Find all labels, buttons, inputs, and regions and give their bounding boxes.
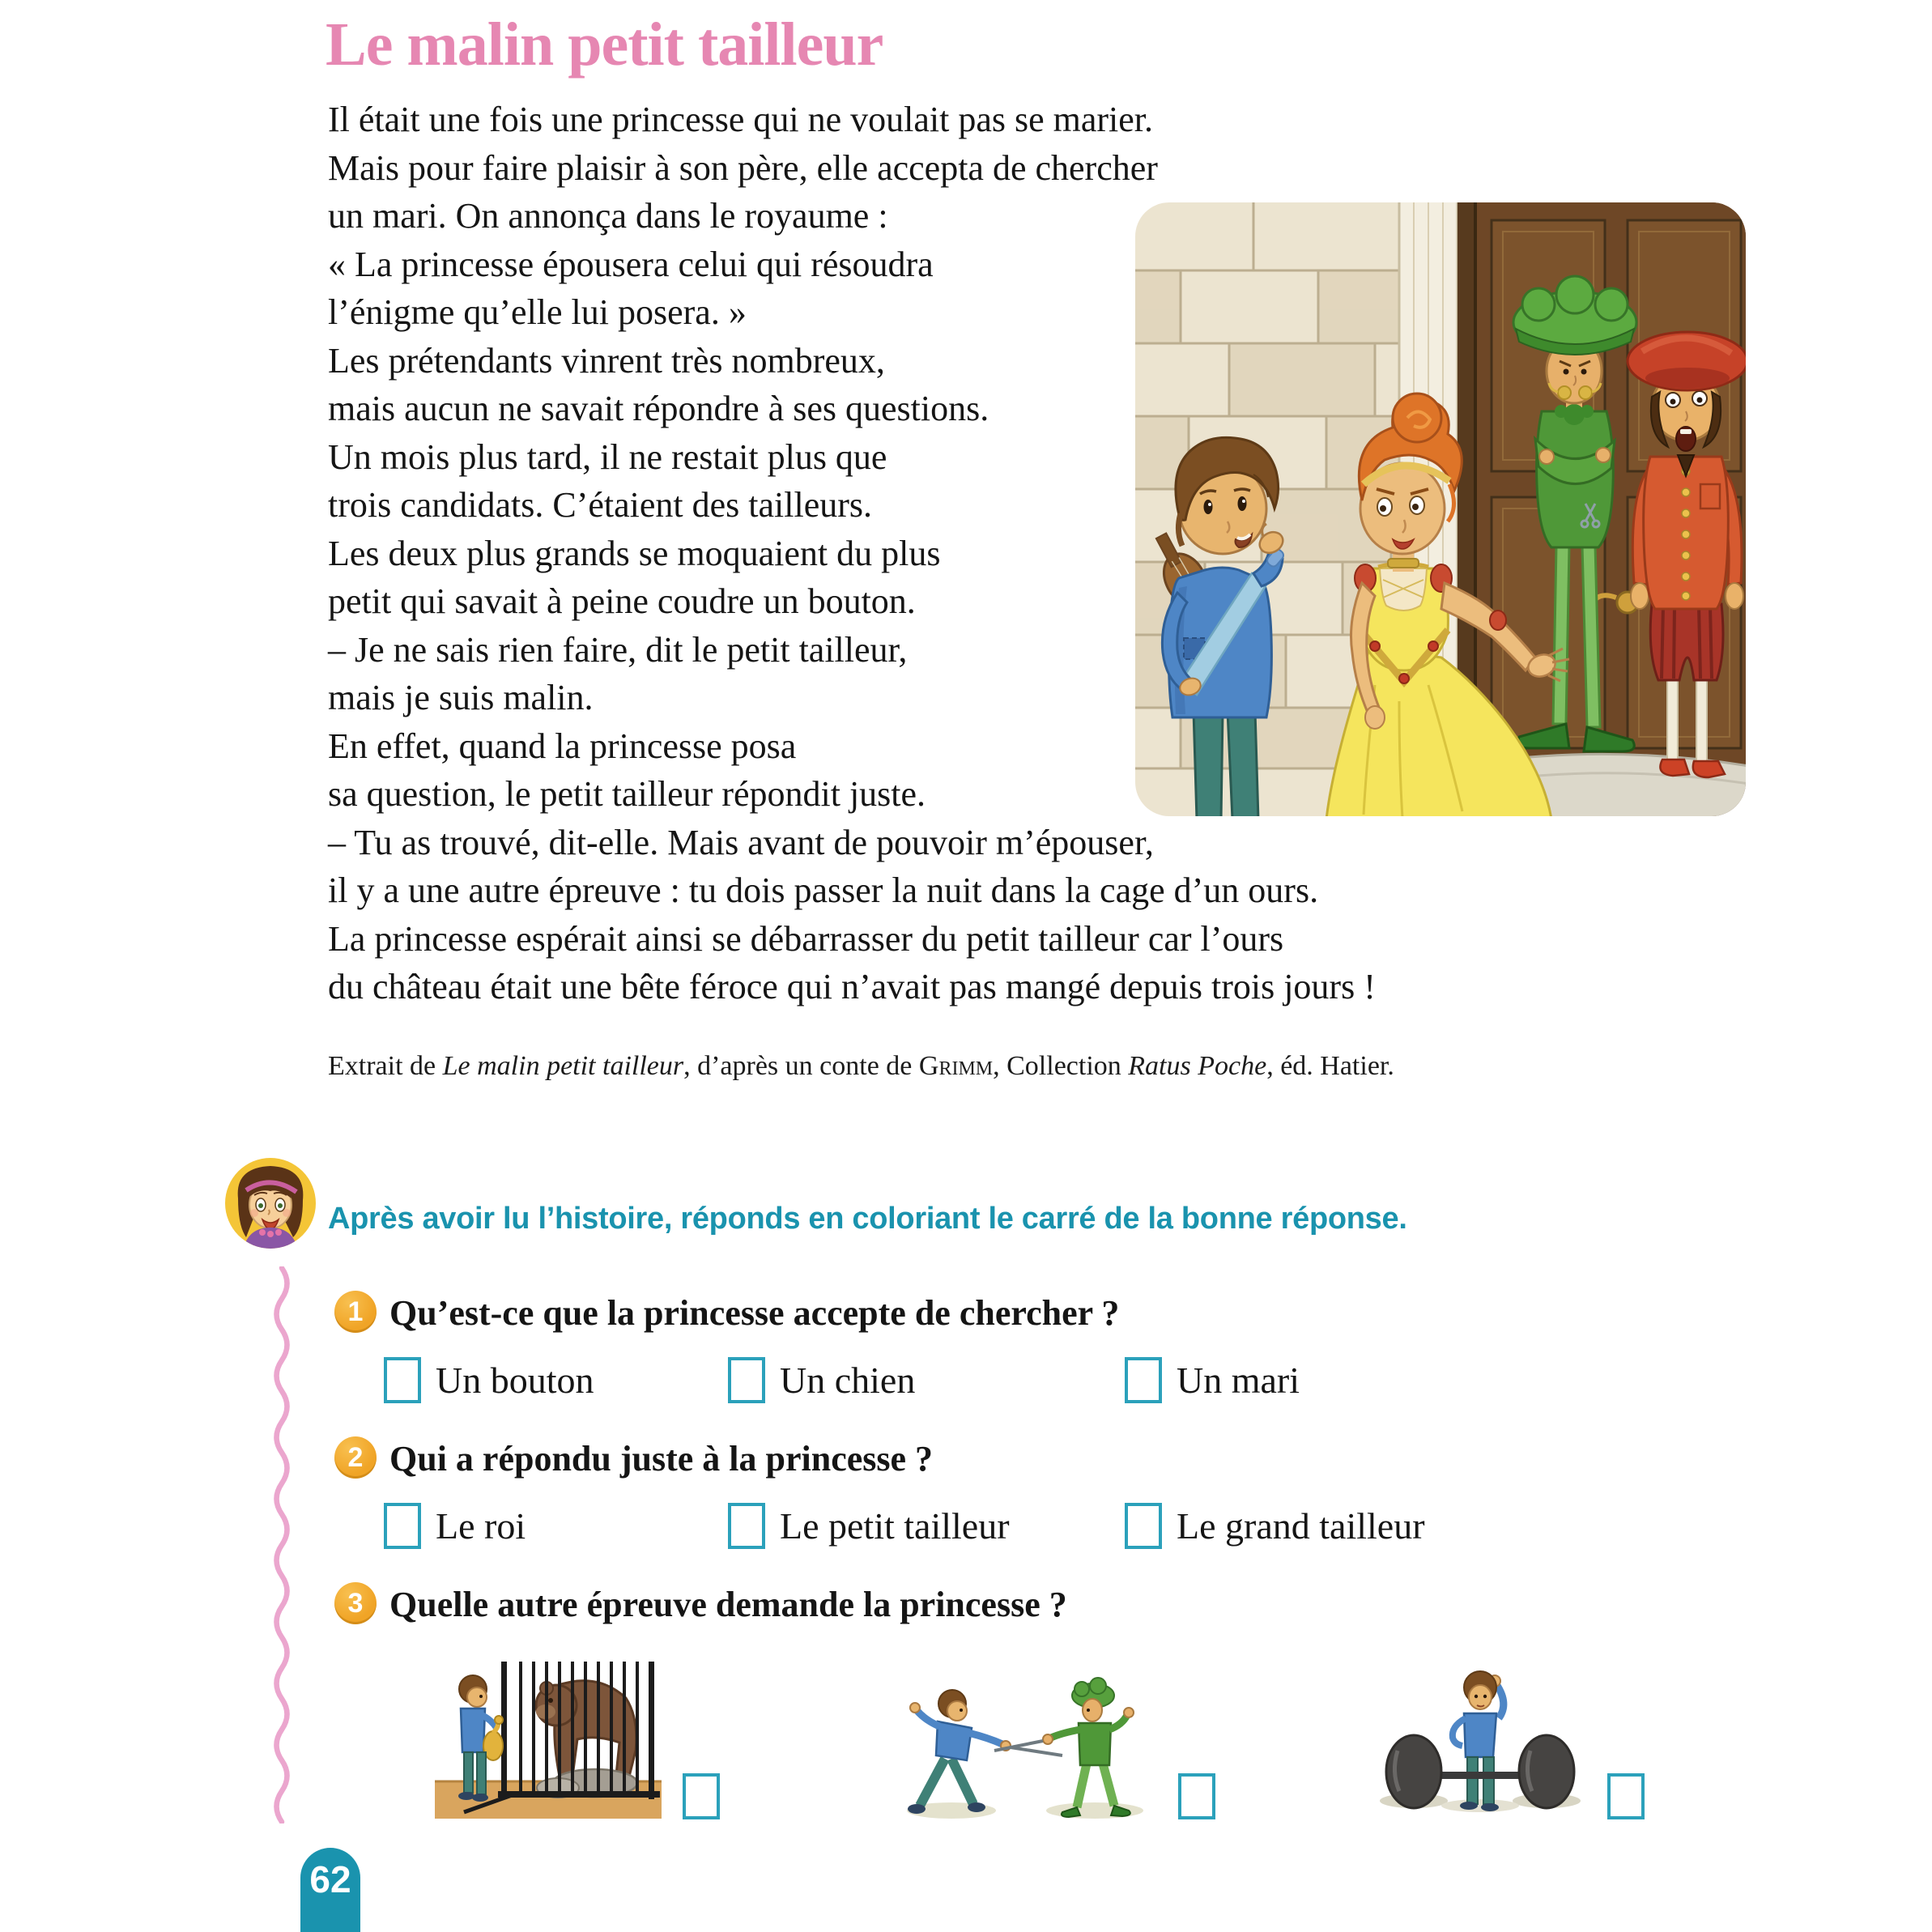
answer-checkbox[interactable] [728,1503,765,1549]
answer-label: Un chien [780,1360,916,1401]
q2-answer-le-roi [384,1503,526,1549]
citation-mid2: , Collection [993,1051,1129,1081]
fencing-boy [908,1690,1062,1814]
answer-label: Le roi [436,1505,526,1547]
question-2-badge: 2 [334,1436,377,1479]
princess-and-tailors-illustration [1132,199,1749,819]
story-line: petit qui savait à peine coudre un bouton. [328,581,916,621]
girl-avatar-icon [222,1156,319,1250]
q1-answer-un-mari [1125,1357,1300,1403]
citation-work-title: Le malin petit tailleur [442,1051,684,1081]
q1-answer-un-chien [728,1357,915,1403]
bear-cage-icon [435,1662,662,1819]
story-line: Les prétendants vinrent très nombreux, [328,340,885,381]
q2-answer-le-grand-tailleur [1125,1503,1425,1549]
image-answer-checkbox[interactable] [1607,1773,1645,1819]
question-1 [334,1291,1119,1334]
squiggle-line-icon [267,1266,296,1823]
q3-option-bear-cage [435,1662,662,1819]
q3-option-fencing-duel [875,1673,1174,1825]
image-answer-checkbox[interactable] [1178,1773,1215,1819]
citation-prefix: Extrait de [328,1051,443,1081]
answer-checkbox[interactable] [1125,1503,1162,1549]
story-line: Mais pour faire plaisir à son père, elle accepta de chercher [328,147,1158,188]
answer-label: Un mari [1177,1360,1300,1401]
answer-checkbox[interactable] [728,1357,765,1403]
question-2 [334,1436,933,1479]
story-line: mais aucun ne savait répondre à ses questions. [328,389,989,428]
image-answer-checkbox[interactable] [683,1773,720,1819]
story-line: sa question, le petit tailleur répondit juste. [328,774,926,814]
citation-collection: Ratus Poche [1128,1051,1267,1081]
q1-answer-un-bouton [384,1357,594,1403]
story-line: « La princesse épousera celui qui résoudra [328,244,934,284]
decorative-squiggle [267,1266,296,1823]
story-line: l’énigme qu’elle lui posera. » [328,292,747,332]
story-line: – Je ne sais rien faire, dit le petit tailleur, [328,629,908,670]
answer-label: Le petit tailleur [780,1505,1010,1547]
answer-label: Un bouton [436,1360,594,1401]
story-line: En effet, quand la princesse posa [328,726,797,766]
story-line: un mari. On annonça dans le royaume : [328,196,888,236]
question-3-badge: 3 [334,1582,377,1624]
fencing-duel-icon [875,1673,1174,1825]
story-line: du château était une bête féroce qui n’avait pas mangé depuis trois jours ! [328,967,1376,1006]
story-line: La princesse espérait ainsi se débarrasser du petit tailleur car l’ours [328,918,1284,959]
reading-helper-avatar [222,1156,319,1250]
page-number: 62 [309,1858,351,1900]
story-line: Les deux plus grands se moquaient du plus [328,533,941,573]
q3-option-barbell [1365,1662,1595,1819]
page-number-badge [300,1848,360,1932]
page-title: Le malin petit tailleur [326,11,883,79]
answer-checkbox[interactable] [384,1357,421,1403]
citation [328,1051,1394,1082]
citation-author: Grimm [918,1051,994,1081]
answer-checkbox[interactable] [384,1503,421,1549]
story-line: il y a une autre épreuve : tu dois passer la nuit dans la cage d’un ours. [328,870,1319,910]
puzzled-boy [1453,1671,1504,1811]
instruction-text: Après avoir lu l’histoire, réponds en coloriant le carré de la bonne réponse. [328,1202,1407,1236]
question-3-text: Quelle autre épreuve demande la princesse ? [389,1585,1067,1624]
story-line: Il était une fois une princesse qui ne voulait pas se marier. [328,100,1154,139]
answer-label: Le grand tailleur [1177,1505,1425,1547]
citation-suffix: , éd. Hatier. [1266,1051,1394,1081]
story-line: trois candidats. C’étaient des tailleurs. [328,485,873,525]
story-line: – Tu as trouvé, dit-elle. Mais avant de pouvoir m’épouser, [328,822,1154,862]
question-2-text: Qui a répondu juste à la princesse ? [389,1439,934,1479]
fencing-green-tailor [994,1678,1134,1817]
q2-answer-le-petit-tailleur [728,1503,1010,1549]
story-line: Un mois plus tard, il ne restait plus que [328,436,887,477]
barbell-icon [1365,1662,1595,1819]
story-line: mais je suis malin. [328,678,594,717]
citation-mid1: , d’après un conte de [683,1051,919,1081]
question-1-badge: 1 [334,1291,377,1333]
story-illustration [1132,199,1749,819]
question-3 [334,1582,1067,1625]
answer-checkbox[interactable] [1125,1357,1162,1403]
question-1-text: Qu’est-ce que la princesse accepte de chercher ? [389,1293,1120,1333]
